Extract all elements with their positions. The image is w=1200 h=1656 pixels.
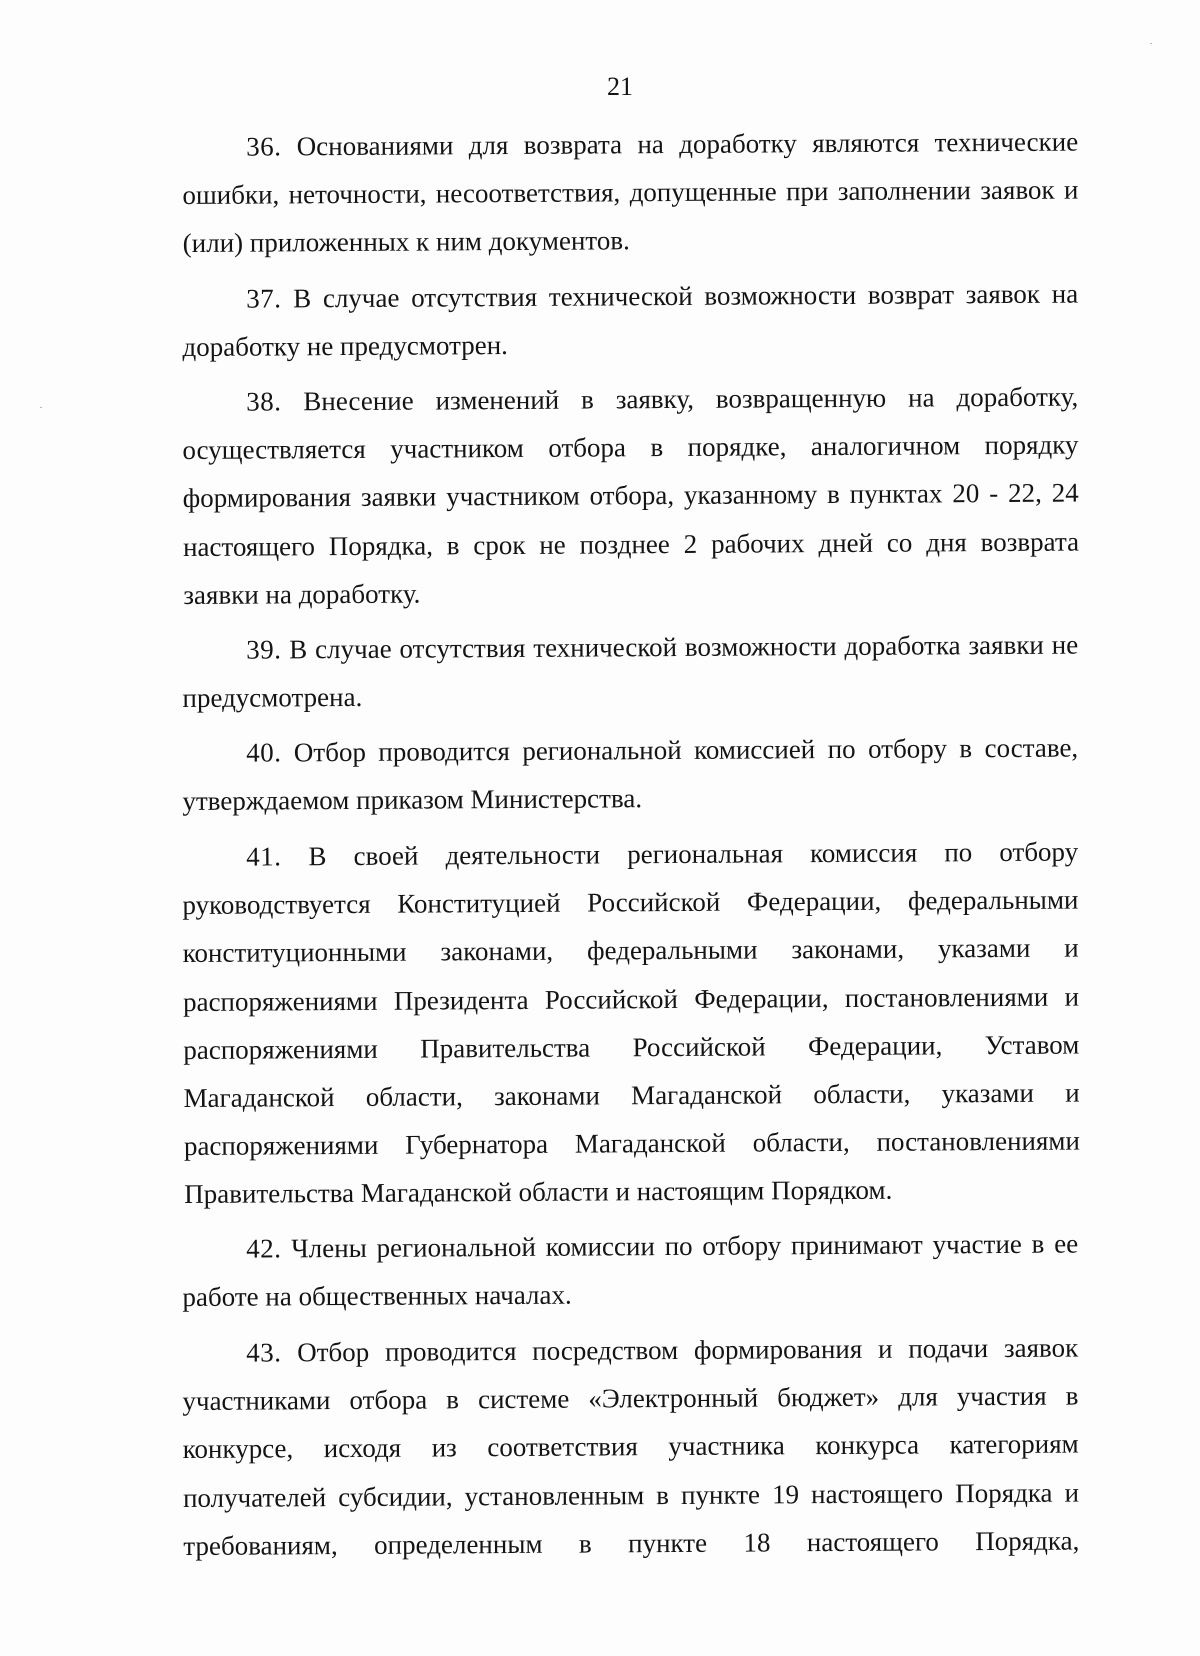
paragraph-number: 37.	[246, 283, 282, 314]
paragraph-41	[182, 827, 1080, 1218]
paragraph-number: 43.	[246, 1337, 282, 1368]
paragraph-text: Внесение изменений в заявку, возвращенную на доработку, осуществляется участником отбора в порядке, аналогичном порядку формирования заявки участником отбора, указанному в пунктах 20 - 22, 24 настоящего Порядка, в срок не позднее 2 рабочих дней со дня возврата заявки на доработку.	[182, 381, 1080, 610]
paragraph-39	[182, 621, 1079, 723]
paragraph-43	[182, 1323, 1079, 1569]
paragraph-number: 36.	[246, 131, 282, 162]
scan-speck	[1150, 43, 1152, 44]
paragraph-36	[182, 118, 1079, 268]
paragraph-38	[182, 373, 1079, 619]
paragraph-number: 41.	[246, 841, 282, 872]
page-number: 21	[607, 72, 633, 101]
paragraph-number: 42.	[246, 1233, 282, 1265]
paragraph-text: Отбор проводится региональной комиссией по отбору в составе, утверждаемом приказом Министерства.	[182, 732, 1079, 817]
paragraph-number: 40.	[246, 737, 282, 769]
paragraph-text: Члены региональной комиссии по отбору принимают участие в ее работе на общественных началах.	[182, 1228, 1079, 1313]
paragraph-text: Основаниями для возврата на доработку являются технические ошибки, неточности, несоответствия, допущенные при заполнении заявок и (или) приложенных к ним документов.	[182, 126, 1079, 259]
paragraph-text: В случае отсутствия технической возможности возврат заявок на доработку не предусмотрен.	[182, 278, 1079, 362]
paragraph-40	[182, 724, 1079, 826]
paragraph-text: В случае отсутствия технической возможности доработка заявки не предусмотрена.	[182, 629, 1079, 714]
document-body	[182, 123, 1078, 1577]
paragraph-text: Отбор проводится посредством формирования и подачи заявок участниками отбора в системе «Электронный бюджет» для участия в конкурсе, исходя из соответствия участника конкурса категориям получателей субсидии, установленным в пункте 19 настоящего Порядка и требованиям, определенным в пункте 18 настоящего Порядка,	[182, 1332, 1080, 1561]
paragraph-42	[182, 1220, 1079, 1322]
scan-speck	[40, 407, 42, 408]
paragraph-number: 38.	[246, 386, 282, 417]
paragraph-number: 39.	[246, 634, 282, 665]
paragraph-37	[182, 269, 1079, 371]
paragraph-text: В своей деятельности региональная комиссия по отбору руководствуется Конституцией Российской Федерации, федеральными конституционными законами, федеральными законами, указами и распоряжениями Президента Российской Федерации, постановлениями и распоряжениями Правительства Российской Федерации, Уставом Магаданской области, законами Магаданской области, указами и распоряжениями Губернатора Магаданской области, постановлениями Правительства Магаданской области и настоящим Порядком.	[182, 836, 1080, 1210]
